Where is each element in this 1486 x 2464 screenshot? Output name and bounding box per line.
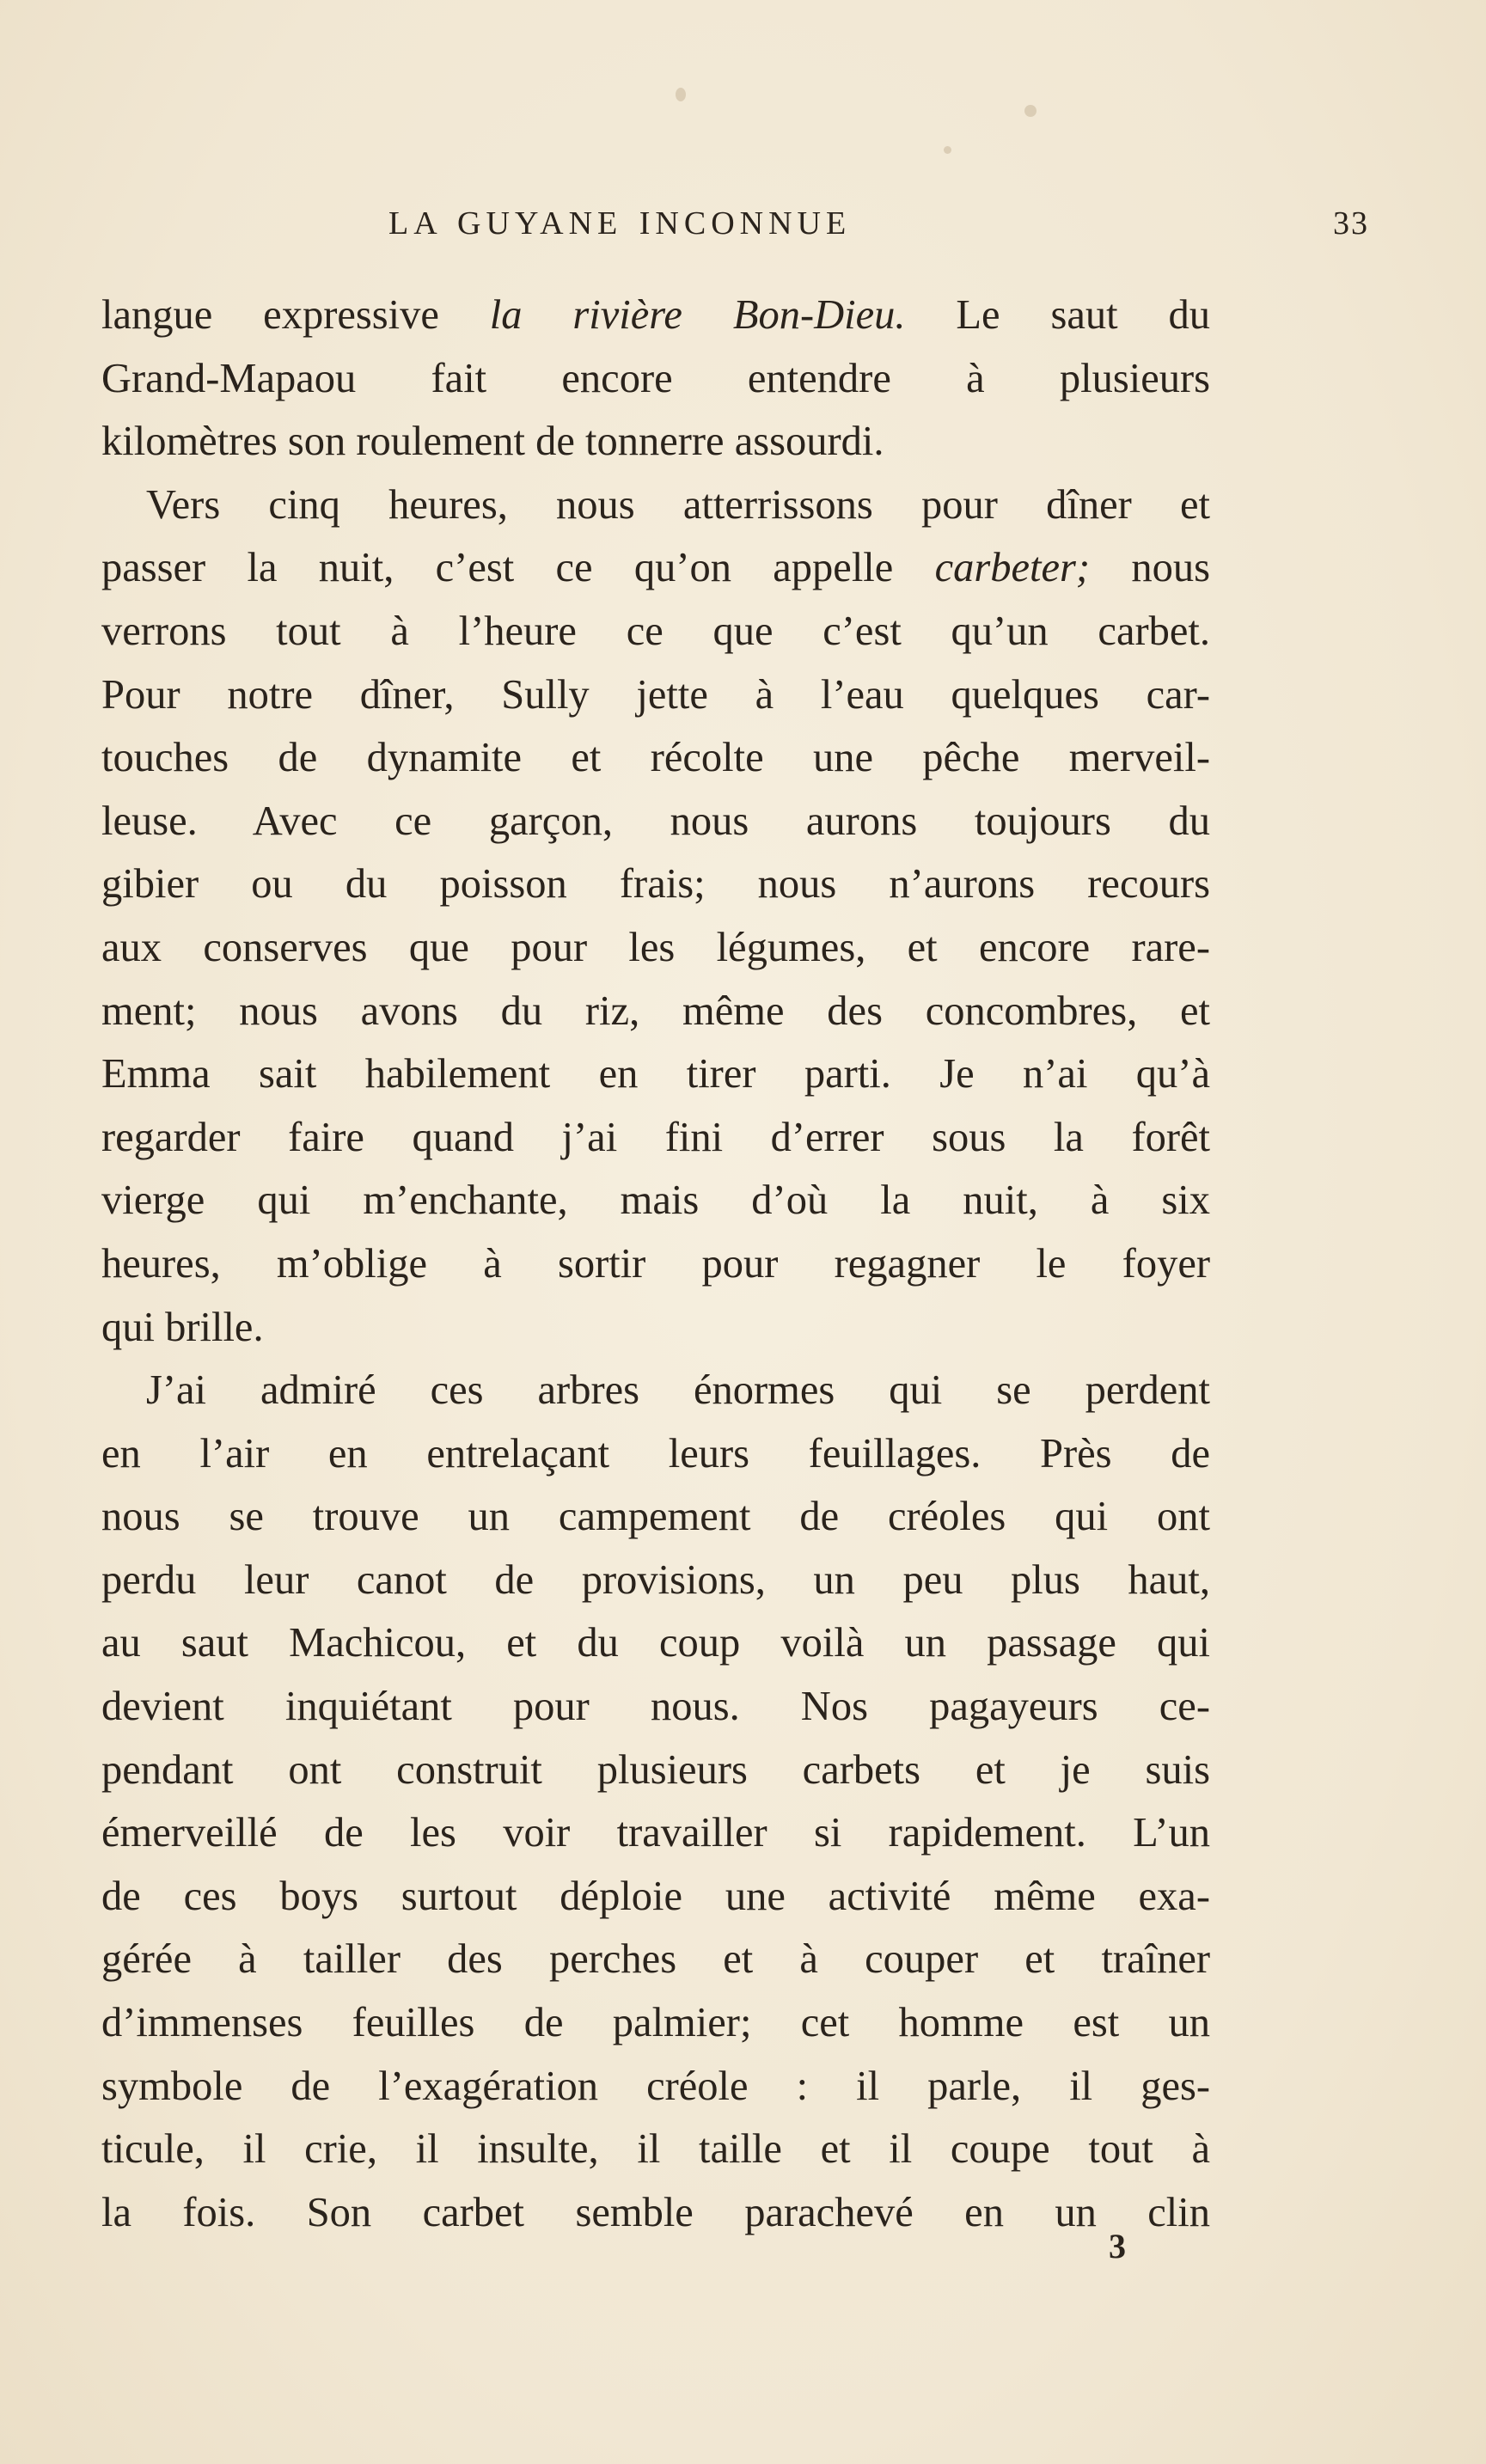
text-line: en l’air en entrelaçant leurs feuillages. Près de xyxy=(101,1430,1210,1477)
italic-phrase: carbeter; xyxy=(934,545,1091,591)
text-line: verrons tout à l’heure ce que c’est qu’un carbet. xyxy=(101,608,1210,654)
text-line: heures, m’oblige à sortir pour regagner le foyer xyxy=(101,1240,1210,1287)
body-text xyxy=(101,284,1210,2244)
text-line: devient inquiétant pour nous. Nos pagayeurs ce- xyxy=(101,1684,1210,1730)
text-line: gérée à tailler des perches et à couper et traîner xyxy=(101,1936,1210,1983)
text-line: touches de dynamite et récolte une pêche merveil- xyxy=(101,735,1210,781)
signature-mark: 3 xyxy=(1109,2227,1126,2265)
running-title: LA GUYANE INCONNUE xyxy=(388,205,852,242)
text-line: Vers cinq heures, nous atterrissons pour dîner et xyxy=(146,481,1210,528)
text-line: émerveillé de les voir travailler si rapidement. L’un xyxy=(101,1810,1210,1856)
text-line: Emma sait habilement en tirer parti. Je n’ai qu’à xyxy=(101,1051,1210,1097)
text-line: ticule, il crie, il insulte, il taille et il coupe tout à xyxy=(101,2126,1210,2173)
text-line: gibier ou du poisson frais; nous n’aurons recours xyxy=(101,861,1210,908)
running-header xyxy=(388,205,1369,256)
text-line: regarder faire quand j’ai fini d’errer sous la forêt xyxy=(101,1114,1210,1160)
text-line: nous se trouve un campement de créoles qui ont xyxy=(101,1494,1210,1540)
text-line: au saut Machicou, et du coup voilà un passage qui xyxy=(101,1620,1210,1666)
text-line: de ces boys surtout déploie une activité même exa- xyxy=(101,1873,1210,1919)
text-line: kilomètres son roulement de tonnerre assourdi. xyxy=(101,419,884,465)
text-line: Grand-Mapaou fait encore entendre à plusieurs xyxy=(101,355,1210,401)
text-line: la fois. Son carbet semble parachevé en un clin xyxy=(101,2189,1210,2235)
page-number: 33 xyxy=(1333,205,1369,242)
text-line: aux conserves que pour les légumes, et encore rare- xyxy=(101,924,1210,970)
text-line: pendant ont construit plusieurs carbets et je suis xyxy=(101,1746,1210,1793)
text-line: d’immenses feuilles de palmier; cet homme est un xyxy=(101,2000,1210,2046)
text-line: ment; nous avons du riz, même des concombres, et xyxy=(101,987,1210,1034)
text-line: qui brille. xyxy=(101,1304,264,1350)
foxing-spot xyxy=(1024,105,1037,117)
text-line: vierge qui m’enchante, mais d’où la nuit, à six xyxy=(101,1177,1210,1224)
italic-phrase: la rivière Bon-Dieu. xyxy=(489,292,906,338)
text-line: Pour notre dîner, Sully jette à l’eau quelques car- xyxy=(101,671,1210,718)
text-line: langue expressive la rivière Bon-Dieu. Le saut du xyxy=(101,292,1210,338)
text-line: perdu leur canot de provisions, un peu plus haut, xyxy=(101,1556,1210,1603)
text-line: leuse. Avec ce garçon, nous aurons toujours du xyxy=(101,798,1210,844)
foxing-spot xyxy=(676,88,686,101)
text-line: symbole de l’exagération créole : il parle, il ges- xyxy=(101,2063,1210,2109)
text-line: passer la nuit, c’est ce qu’on appelle carbeter; nous xyxy=(101,545,1210,591)
text-line: J’ai admiré ces arbres énormes qui se perdent xyxy=(146,1367,1210,1414)
foxing-spot xyxy=(944,146,951,154)
